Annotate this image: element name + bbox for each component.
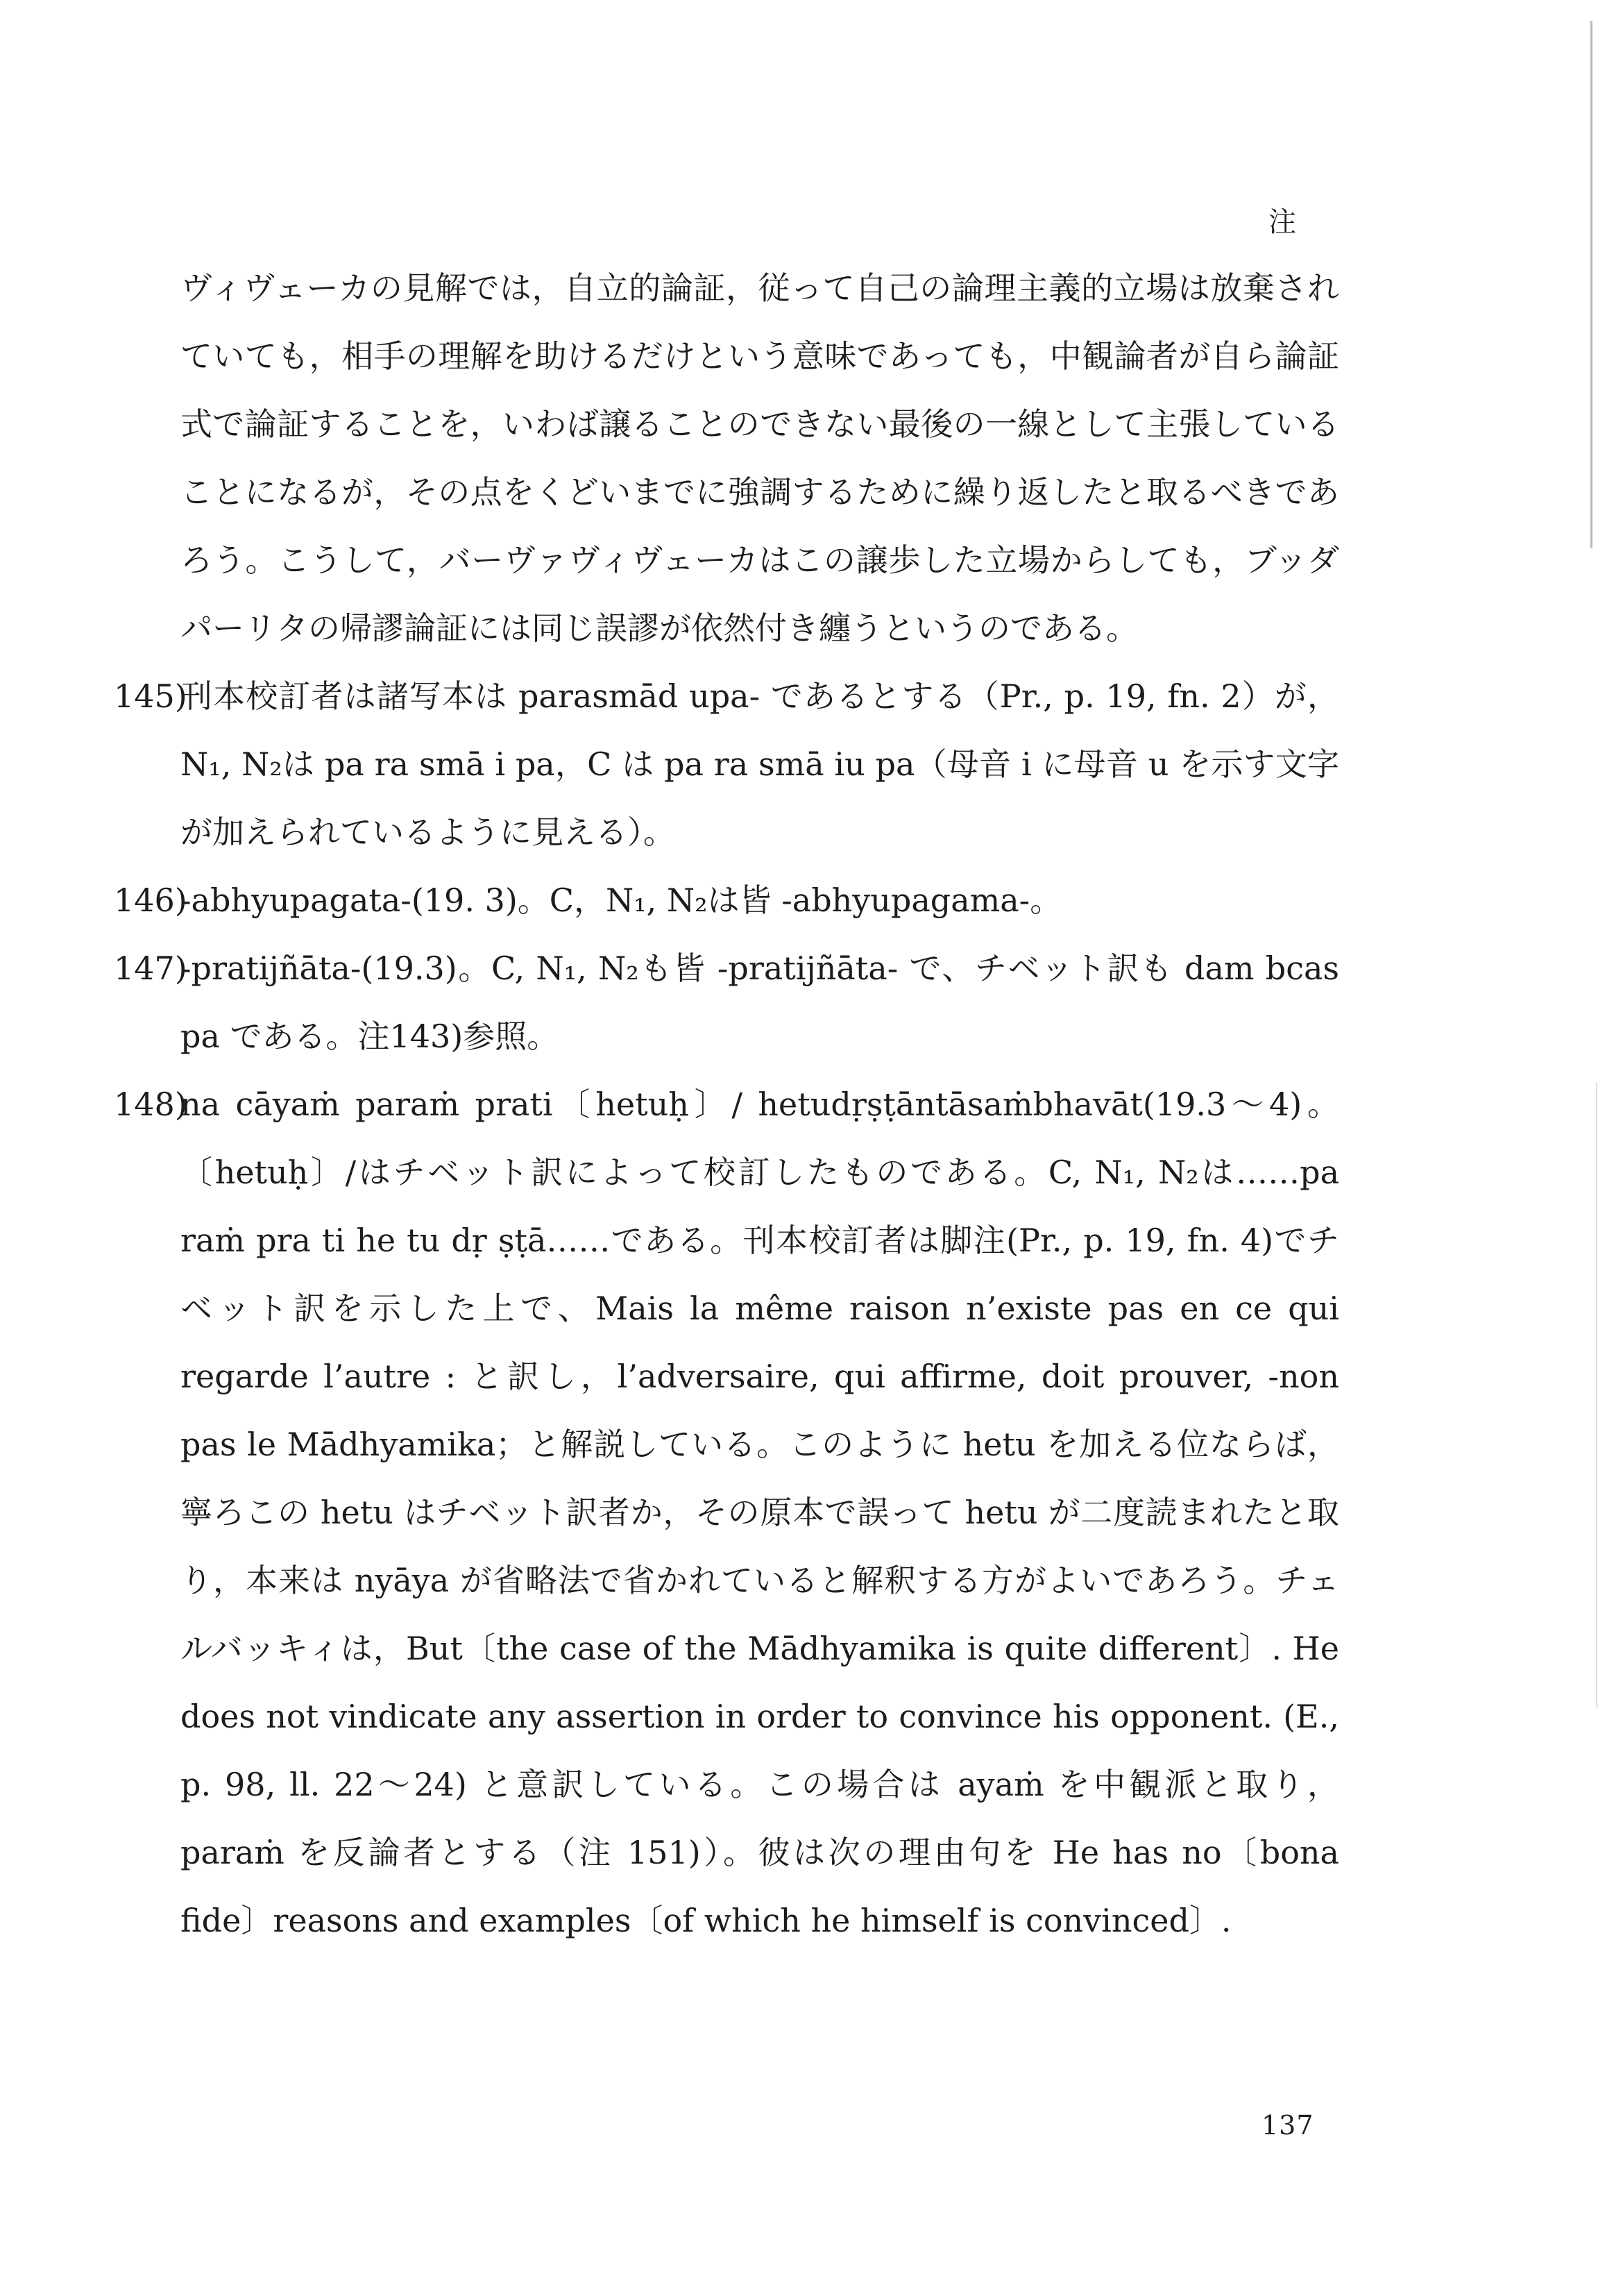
note-text: na cāyaṁ paraṁ prati〔hetuḥ〕/ hetudṛṣṭāntāsaṁbhavāt(19.3～4)。〔hetuḥ〕/はチベット訳によって校訂したものである。C, N₁, N₂は……pa raṁ pra ti he tu dṛ ṣṭā……である。刊本校訂者は脚注(Pr., p. 19, fn. 4)でチベット訳を示した上で、Mais la même raison n’existe pas en ce qui regarde l’autre : と訳し，l’adversaire, qui affirme, doit prouver, ‐non pas le Mādhyamika；と解説している。このように hetu を加える位ならば，寧ろこの hetu はチベット訳者か，その原本で誤って hetu が二度読まれたと取り，本来は nyāya が省略法で省かれていると解釈する方がよいであろう。チェルバッキィは，But〔the case of the Mādhyamika is quite different〕. He does not vindicate any assertion in order to convince his opponent. (E., p. 98, ll. 22～24) と意訳している。この場合は ayaṁ を中観派と取り，paraṁ を反論者とする（注 151)）。彼は次の理由句を He has no〔bona fide〕reasons and examples〔of which he himself is convinced〕. xyxy=(180,1086,1339,1939)
note-number: 145) xyxy=(114,677,187,715)
scan-edge-line-lower xyxy=(1596,1083,1597,1707)
note-text: 刊本校訂者は諸写本は parasmād upa- であるとする（Pr., p. 19, fn. 2）が，N₁, N₂は pa ra smā i pa，C は pa ra smā iu pa（母音 i に母音 u を示す文字が加えられているように見える）。 xyxy=(180,677,1339,851)
note-number: 146) xyxy=(114,881,187,919)
note-148 xyxy=(114,1070,1339,1955)
running-head: 注 xyxy=(1268,206,1296,238)
continuation-paragraph: ヴィヴェーカの見解では，自立的論証，従って自己の論理主義的立場は放棄されていても，相手の理解を助けるだけという意味であっても，中観論者が自ら論証式で論証することを，いわば譲ることのできない最後の一線として主張していることになるが，その点をくどいまでに強調するために繰り返したと取るべきであろう。こうして，バーヴァヴィヴェーカはこの譲歩した立場からしても，ブッダパーリタの帰謬論証には同じ誤謬が依然付き纏うというのである。 xyxy=(180,269,1340,647)
main-text xyxy=(114,254,1340,1955)
scan-edge-line xyxy=(1590,21,1592,548)
page-number: 137 xyxy=(1261,2110,1314,2141)
note-number: 147) xyxy=(114,949,187,987)
note-147 xyxy=(114,934,1339,1070)
note-text: -pratijñāta-(19.3)。C, N₁, N₂も皆 -pratijñāta- で、チベット訳も dam bcas pa である。注143)参照。 xyxy=(180,949,1339,1055)
note-text: -abhyupagata-(19. 3)。C，N₁, N₂は皆 -abhyupagama-。 xyxy=(180,881,1062,919)
note-146 xyxy=(114,866,1339,934)
note-number: 148) xyxy=(114,1086,187,1123)
note-145 xyxy=(114,662,1339,866)
